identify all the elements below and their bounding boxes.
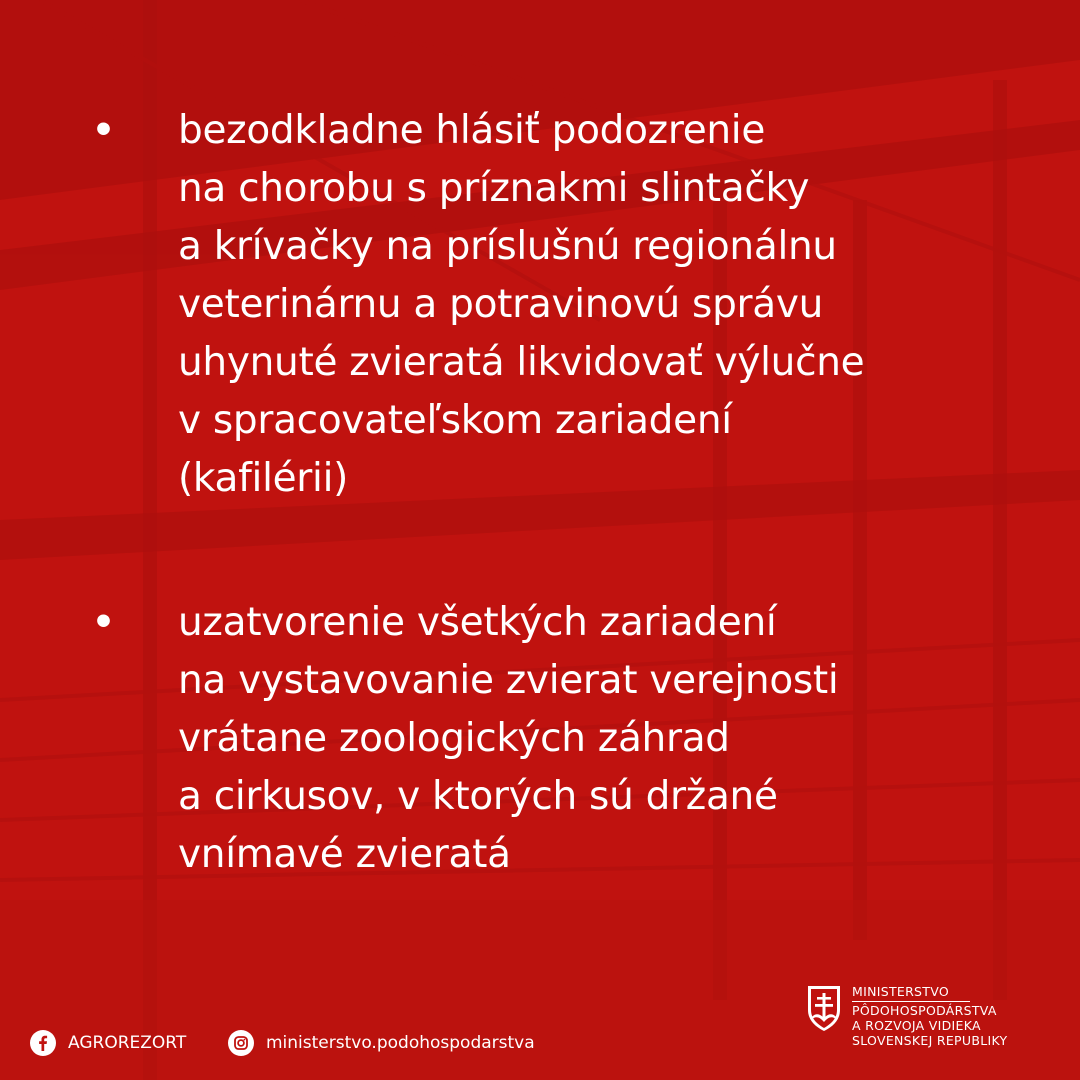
bullet-line: uhynuté zvieratá likvidovať výlučne [178, 340, 865, 385]
bullet-line: uzatvorenie všetkých zariadení [178, 600, 777, 645]
bullet-line: veterinárnu a potravinovú správu [178, 282, 824, 327]
facebook-link[interactable] [30, 1028, 186, 1058]
instagram-link[interactable] [228, 1028, 535, 1058]
logo-line: MINISTERSTVO [852, 984, 950, 999]
bullet-marker: • [92, 110, 116, 151]
bullet-marker: • [92, 602, 116, 643]
instagram-icon [228, 1030, 254, 1056]
bullet-line: (kafilérii) [178, 456, 349, 501]
bullet-line: v spracovateľskom zariadení [178, 398, 732, 443]
bullet-line: vrátane zoologických záhrad [178, 716, 730, 761]
logo-line: PÔDOHOSPODÁRSTVA [852, 1003, 997, 1018]
facebook-icon [30, 1030, 56, 1056]
logo-line: A ROZVOJA VIDIEKA [852, 1018, 981, 1033]
facebook-label: AGROREZORT [68, 1033, 187, 1053]
ministry-logo [806, 984, 1056, 1064]
logo-text [852, 984, 1007, 1048]
bullet-line: a krívačky na príslušnú regionálnu [178, 224, 837, 269]
bullet-line: na chorobu s príznakmi slintačky [178, 166, 810, 211]
bullet-line: bezodkladne hlásiť podozrenie [178, 108, 766, 153]
bullet-line: a cirkusov, v ktorých sú držané [178, 774, 778, 819]
logo-line: SLOVENSKEJ REPUBLIKY [852, 1033, 1008, 1048]
bullet-line: vnímavé zvieratá [178, 832, 511, 877]
slovak-coat-of-arms-icon [806, 984, 842, 1032]
logo-divider [852, 1001, 970, 1002]
bullet-line: na vystavovanie zvierat verejnosti [178, 658, 839, 703]
instagram-label: ministerstvo.podohospodarstva [266, 1033, 535, 1053]
